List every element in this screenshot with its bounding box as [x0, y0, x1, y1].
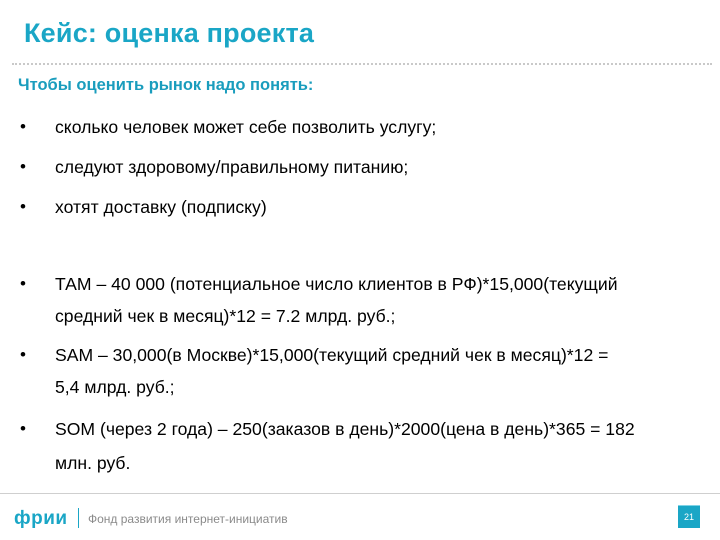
list-item: хотят доставку (подписку) [55, 197, 267, 217]
page-title: Кейс: оценка проекта [24, 18, 315, 48]
list-item-continuation: средний чек в месяц)*12 = 7.2 млрд. руб.; [55, 306, 396, 326]
bullet-2: • [20, 157, 26, 176]
bullet-1: • [20, 117, 26, 136]
list-item: сколько человек может себе позволить услугу; [55, 117, 437, 137]
bullet-5: • [20, 345, 26, 364]
subtitle: Чтобы оценить рынок надо понять: [18, 76, 314, 94]
footer-divider [0, 493, 720, 494]
logo-separator [78, 508, 79, 528]
list-item: следуют здоровому/правильному питанию; [55, 157, 409, 177]
list-item: ТАМ – 40 000 (потенциальное число клиентов в РФ)*15,000(текущий [55, 274, 618, 294]
list-item-continuation: 5,4 млрд. руб.; [55, 377, 175, 397]
page-number: 21 [678, 505, 700, 528]
list-item: SAM – 30,000(в Москве)*15,000(текущий средний чек в месяц)*12 = [55, 345, 609, 365]
list-item-continuation: млн. руб. [55, 453, 131, 473]
bullet-4: • [20, 274, 26, 293]
fund-name: Фонд развития интернет-инициатив [88, 512, 288, 526]
frii-logo: фрии [14, 508, 68, 529]
list-item: SOM (через 2 года) – 250(заказов в день)*2000(цена в день)*365 = 182 [55, 419, 635, 439]
title-divider [12, 63, 712, 65]
bullet-3: • [20, 197, 26, 216]
bullet-6: • [20, 419, 26, 438]
